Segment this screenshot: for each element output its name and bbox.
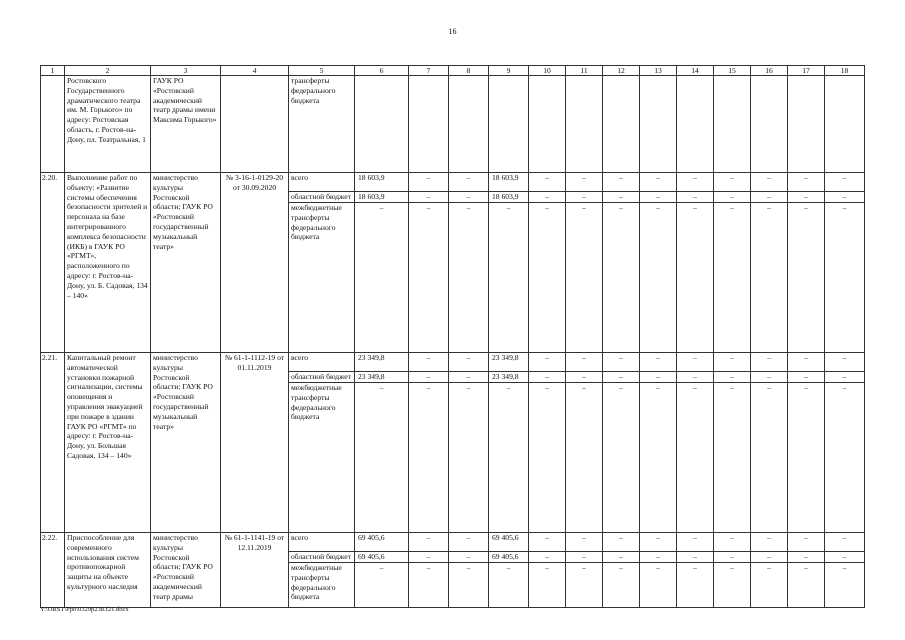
- cell-value: –: [788, 173, 825, 192]
- cell-value: –: [489, 383, 529, 533]
- cell-name: Капитальный ремонт автоматической установки пожарной сигнализации, системы оповещения и управления эвакуацией при пожаре в здании ГАУК РО «РГМТ» по адресу: г. Ростов-на-Дону, ул. Большая Садовая, 134 – 140»: [65, 353, 151, 533]
- cell-value: –: [355, 383, 409, 533]
- cell-value: –: [603, 353, 640, 372]
- column-number: 4: [221, 66, 289, 76]
- cell-value: –: [489, 563, 529, 608]
- cell-value: 23 349,8: [489, 372, 529, 383]
- cell-value: –: [449, 192, 489, 203]
- cell-value: –: [788, 533, 825, 552]
- cell-value: –: [603, 383, 640, 533]
- column-number-row: [41, 66, 865, 76]
- cell-value: –: [640, 383, 677, 533]
- cell-value: –: [640, 372, 677, 383]
- cell-doc: № 61-1-1141-19 от 12.11.2019: [221, 533, 289, 608]
- column-number: 6: [355, 66, 409, 76]
- cell-value: –: [825, 353, 865, 372]
- cell-value: –: [714, 173, 751, 192]
- cell-value: –: [714, 563, 751, 608]
- cell-value: –: [529, 173, 566, 192]
- cell-value: –: [603, 563, 640, 608]
- cell-value: –: [409, 383, 449, 533]
- cell-value: –: [751, 203, 788, 353]
- page-number: 16: [448, 27, 457, 36]
- cell-no: 2.22.: [41, 533, 65, 608]
- cell-value: –: [603, 192, 640, 203]
- cell-value: 23 349,8: [355, 372, 409, 383]
- cell-source: областной бюджет: [289, 372, 355, 383]
- cell-value: –: [449, 173, 489, 192]
- cell-value: –: [529, 533, 566, 552]
- cell-value: –: [409, 203, 449, 353]
- cell-source: областной бюджет: [289, 192, 355, 203]
- cell-value: –: [640, 192, 677, 203]
- cell-value: –: [825, 563, 865, 608]
- cell-value: –: [825, 203, 865, 353]
- cell-value: –: [566, 533, 603, 552]
- cell-value: –: [449, 533, 489, 552]
- cell-value: –: [409, 353, 449, 372]
- cell-value: –: [677, 353, 714, 372]
- cell-value: –: [529, 353, 566, 372]
- cell-value: –: [409, 192, 449, 203]
- cell-value: 69 405,6: [355, 552, 409, 563]
- cell-executor: ГАУК РО «Ростовский академический театр драмы имени Максима Горького»: [151, 76, 221, 173]
- cell-value: –: [751, 383, 788, 533]
- cell-no: 2.20.: [41, 173, 65, 353]
- column-number: 15: [714, 66, 751, 76]
- cell-value: –: [788, 192, 825, 203]
- cell-source: трансферты федерального бюджета: [289, 76, 355, 173]
- cell-source: областной бюджет: [289, 552, 355, 563]
- cell-source: межбюджетные трансферты федерального бюджета: [289, 563, 355, 608]
- cell-value: –: [566, 383, 603, 533]
- cell-value: –: [529, 552, 566, 563]
- cell-value: –: [603, 203, 640, 353]
- cell-value: –: [355, 203, 409, 353]
- cell-value: –: [566, 372, 603, 383]
- cell-value: –: [788, 372, 825, 383]
- cell-value: –: [677, 563, 714, 608]
- cell-value: –: [529, 203, 566, 353]
- cell-value: –: [449, 353, 489, 372]
- cell-value: –: [489, 203, 529, 353]
- cell-value: –: [825, 383, 865, 533]
- column-number: 17: [788, 66, 825, 76]
- cell-value: –: [566, 203, 603, 353]
- cell-value: –: [788, 353, 825, 372]
- cell-value: –: [788, 383, 825, 533]
- cell-source: всего: [289, 173, 355, 192]
- column-number: 16: [751, 66, 788, 76]
- continuation-row: [41, 76, 865, 173]
- cell-value: 23 349,8: [489, 353, 529, 372]
- cell-executor: министерство культуры Ростовской области; ГАУК РО «Ростовский академический театр драмы: [151, 533, 221, 608]
- cell-value: –: [449, 203, 489, 353]
- table-row: [41, 533, 865, 552]
- cell-value: –: [677, 552, 714, 563]
- cell-value: 18 603,9: [489, 173, 529, 192]
- cell-doc: № 3-16-1-0129-20 от 30.09.2020: [221, 173, 289, 353]
- cell-source: всего: [289, 533, 355, 552]
- cell-value: –: [640, 353, 677, 372]
- cell-name: Приспособление для современного использования систем противопожарной защиты на объекте культурного наследия: [65, 533, 151, 608]
- cell-value: –: [566, 353, 603, 372]
- cell-value: –: [751, 563, 788, 608]
- cell-value: –: [788, 552, 825, 563]
- cell-value: –: [449, 552, 489, 563]
- program-table: [40, 65, 865, 608]
- column-number: 7: [409, 66, 449, 76]
- column-number: 10: [529, 66, 566, 76]
- cell-value: 69 405,6: [489, 533, 529, 552]
- cell-no: [41, 76, 65, 173]
- cell-value: –: [409, 563, 449, 608]
- cell-value: –: [603, 173, 640, 192]
- cell-value: 18 603,9: [355, 192, 409, 203]
- cell-value: 69 405,6: [355, 533, 409, 552]
- cell-value: –: [825, 173, 865, 192]
- cell-value: –: [825, 372, 865, 383]
- column-number: 3: [151, 66, 221, 76]
- cell-value: –: [640, 203, 677, 353]
- cell-value: –: [566, 192, 603, 203]
- column-number: 2: [65, 66, 151, 76]
- cell-value: 18 603,9: [355, 173, 409, 192]
- cell-value: –: [640, 552, 677, 563]
- column-number: 14: [677, 66, 714, 76]
- column-number: 18: [825, 66, 865, 76]
- cell-name: Выполнение работ по объекту: «Развитие системы обеспечения безопасности зрителей и персонала на базе интегрированного комплекса безопасности (ИКБ) в ГАУК РО «РГМТ», расположенного по адресу: г. Ростов-на-Дону, ул. Б. Садовая, 134 – 140»: [65, 173, 151, 353]
- cell-source: всего: [289, 353, 355, 372]
- cell-value: –: [640, 563, 677, 608]
- cell-value: –: [714, 372, 751, 383]
- cell-value: –: [714, 552, 751, 563]
- cell-value: –: [409, 372, 449, 383]
- cell-value: –: [677, 192, 714, 203]
- cell-value: –: [449, 383, 489, 533]
- cell-value: –: [714, 353, 751, 372]
- cell-value: –: [409, 533, 449, 552]
- cell-value: 23 349,8: [355, 353, 409, 372]
- cell-value: –: [825, 533, 865, 552]
- cell-value: –: [751, 533, 788, 552]
- cell-value: –: [529, 563, 566, 608]
- cell-value: –: [677, 173, 714, 192]
- cell-value: –: [751, 552, 788, 563]
- column-number: 12: [603, 66, 640, 76]
- cell-value: –: [529, 372, 566, 383]
- cell-value: –: [529, 192, 566, 203]
- cell-value: 69 405,6: [489, 552, 529, 563]
- cell-value: –: [566, 552, 603, 563]
- cell-value: –: [788, 203, 825, 353]
- cell-name: Ростовского Государственного драматического театра им. М. Горького» по адресу: Ростовская область, г. Ростов-на-Дону, пл. Театральная, 1: [65, 76, 151, 173]
- column-number: 9: [489, 66, 529, 76]
- cell-value: –: [640, 533, 677, 552]
- cell-value: –: [566, 173, 603, 192]
- cell-value: –: [449, 372, 489, 383]
- cell-source: межбюджетные трансферты федерального бюджета: [289, 203, 355, 353]
- table-row: [41, 353, 865, 372]
- cell-value: –: [714, 192, 751, 203]
- cell-value: –: [603, 372, 640, 383]
- cell-executor: министерство культуры Ростовской области; ГАУК РО «Ростовский государственный музыкальный театр»: [151, 353, 221, 533]
- cell-value: –: [751, 372, 788, 383]
- cell-value: –: [788, 563, 825, 608]
- cell-value: –: [825, 552, 865, 563]
- cell-source: межбюджетные трансферты федерального бюджета: [289, 383, 355, 533]
- cell-value: –: [751, 353, 788, 372]
- cell-value: –: [751, 173, 788, 192]
- cell-value: –: [355, 563, 409, 608]
- cell-value: –: [714, 203, 751, 353]
- cell-value: –: [677, 203, 714, 353]
- cell-value: –: [603, 552, 640, 563]
- cell-value: –: [449, 563, 489, 608]
- cell-executor: министерство культуры Ростовской области; ГАУК РО «Ростовский государственный музыкальный театр»: [151, 173, 221, 353]
- cell-value: –: [677, 533, 714, 552]
- column-number: 5: [289, 66, 355, 76]
- column-number: 13: [640, 66, 677, 76]
- cell-value: –: [603, 533, 640, 552]
- column-number: 1: [41, 66, 65, 76]
- cell-value: –: [677, 383, 714, 533]
- column-number: 8: [449, 66, 489, 76]
- cell-value: –: [640, 173, 677, 192]
- cell-value: –: [566, 563, 603, 608]
- column-number: 11: [566, 66, 603, 76]
- cell-value: –: [825, 192, 865, 203]
- cell-no: 2.21.: [41, 353, 65, 533]
- cell-value: 18 603,9: [489, 192, 529, 203]
- cell-doc: № 61-1-1112-19 от 01.11.2019: [221, 353, 289, 533]
- cell-value: –: [529, 383, 566, 533]
- table-row: [41, 173, 865, 192]
- cell-doc: [221, 76, 289, 173]
- cell-value: –: [751, 192, 788, 203]
- cell-value: –: [409, 552, 449, 563]
- cell-value: –: [677, 372, 714, 383]
- cell-value: –: [714, 383, 751, 533]
- file-path-footer: Y:\ORST\Ppo\0329p238.f21.docx: [40, 606, 129, 613]
- cell-value: –: [714, 533, 751, 552]
- cell-value: –: [409, 173, 449, 192]
